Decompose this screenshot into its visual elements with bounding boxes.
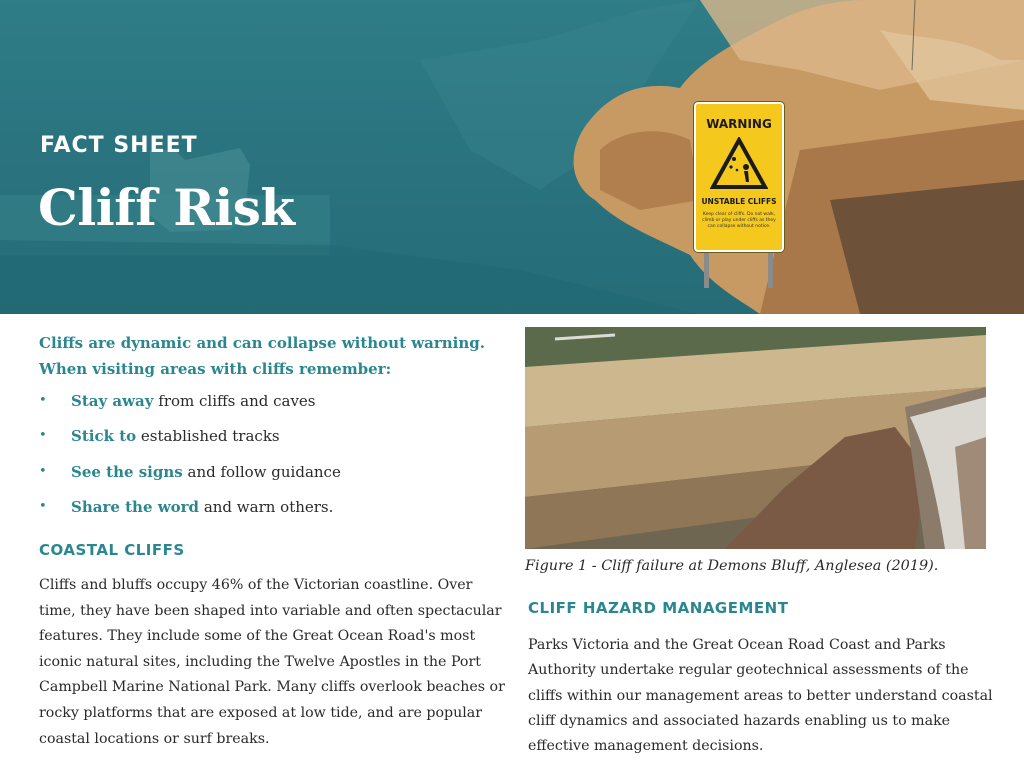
point-emphasis: Share the word xyxy=(71,497,200,516)
fact-sheet-label: FACT SHEET xyxy=(40,133,198,158)
bullet-icon: • xyxy=(39,393,47,408)
list-item xyxy=(39,495,499,530)
point-text: and follow guidance xyxy=(182,462,341,481)
cliff-hazard-heading: CLIFF HAZARD MANAGEMENT xyxy=(528,599,789,617)
list-item xyxy=(39,389,499,424)
bullet-icon: • xyxy=(39,428,47,444)
figure-caption: Figure 1 - Cliff failure at Demons Bluff, Anglesea (2019). xyxy=(525,558,939,574)
falling-rocks-warning-icon xyxy=(710,137,768,191)
cliff-failure-photo xyxy=(525,327,986,549)
warning-sign xyxy=(694,102,784,252)
point-emphasis: Stick to xyxy=(71,427,137,446)
cliff-hazard-body: Parks Victoria and the Great Ocean Road Coast and Parks Authority undertake regular geotechnical assessments of the cliffs within our management areas to better understand coastal cliff dynamics and associated hazards enabling us to make effective management decisions. xyxy=(528,637,993,755)
point-emphasis: See the signs xyxy=(71,462,183,481)
safety-points-list xyxy=(39,389,499,530)
sign-post-left xyxy=(704,248,709,288)
point-text: and warn others. xyxy=(199,497,334,516)
coastal-cliffs-heading: COASTAL CLIFFS xyxy=(39,541,185,559)
warning-sign-subtitle: UNSTABLE CLIFFS xyxy=(701,197,777,206)
point-text: established tracks xyxy=(136,427,280,446)
bullet-icon: • xyxy=(39,498,47,514)
list-item xyxy=(39,424,499,459)
figure-photo xyxy=(525,327,986,549)
coastal-cliffs-body: Cliffs and bluffs occupy 46% of the Victorian coastline. Over time, they have been shaped into variable and often spectacular features. They include some of the Great Ocean Road's most iconic natural sites, including the Twelve Apostles in the Port Campbell Marine National Park. Many cliffs overlook beaches or rocky platforms that are exposed at low tide, and are popular coastal locations or surf breaks. xyxy=(39,577,505,747)
point-text: from cliffs and caves xyxy=(153,392,316,410)
list-item xyxy=(39,460,499,495)
hero-banner xyxy=(0,0,1024,314)
page-title: Cliff Risk xyxy=(38,178,295,237)
bullet-icon: • xyxy=(39,463,47,479)
warning-sign-fine-print: Keep clear of cliffs. Do not walk, climb or play under cliffs as they can collapse without notice. xyxy=(702,212,776,229)
intro-text: Cliffs are dynamic and can collapse without warning. When visiting areas with cliffs remember: xyxy=(39,334,485,378)
point-emphasis: Stay away xyxy=(71,392,154,410)
warning-sign-title: WARNING xyxy=(706,117,772,131)
sign-post-right xyxy=(768,248,773,288)
